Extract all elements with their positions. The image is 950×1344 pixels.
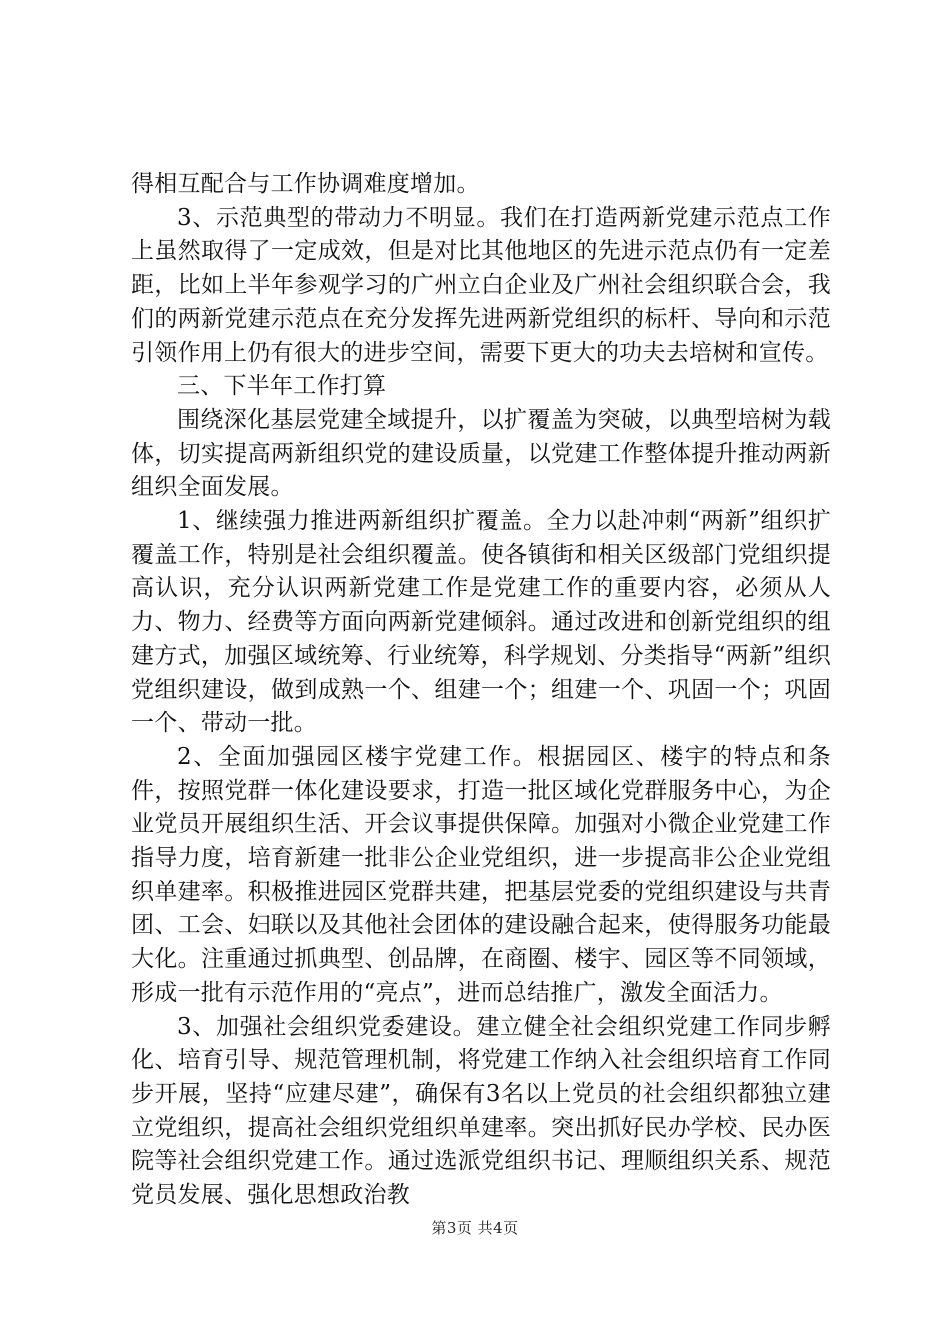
paragraph-issue-3: 3、示范典型的带动力不明显。我们在打造两新党建示范点工作上虽然取得了一定成效，但是对比其他地区的先进示范点仍有一定差距，比如上半年参观学习的广州立白企业及广州社会组织联合会，我们的两新党建示范点在充分发挥先进两新党组织的标杆、导向和示范引领作用上仍有很大的进步空间，需要下更大的功夫去培树和宣传。 (131, 204, 831, 366)
document-body (131, 168, 831, 1213)
paragraph-continuation: 得相互配合与工作协调难度增加。 (131, 171, 480, 197)
paragraph-plan-2: 2、全面加强园区楼宇党建工作。根据园区、楼宇的特点和条件，按照党群一体化建设要求，打造一批区域化党群服务中心，为企业党员开展组织生活、开会议事提供保障。加强对小微企业党建工作指导力度，培育新建一批非公企业党组织，进一步提高非公企业党组织单建率。积极推进园区党群共建，把基层党委的党组织建设与共青团、工会、妇联以及其他社会团体的建设融合起来，使得服务功能最大化。注重通过抓典型、创品牌，在商圈、楼宇、园区等不同领域，形成一批有示范作用的“亮点”，进而总结推广，激发全面活力。 (131, 743, 831, 1006)
page-footer: 第3页 共4页 (431, 1219, 519, 1237)
paragraph-plan-3: 3、加强社会组织党委建设。建立健全社会组织党建工作同步孵化、培育引导、规范管理机制，将党建工作纳入社会组织培育工作同步开展，坚持“应建尽建”，确保有3名以上党员的社会组织都独立建立党组织，提高社会组织党组织单建率。突出抓好民办学校、民办医院等社会组织党建工作。通过选派党组织书记、理顺组织关系、规范党员发展、强化思想政治教 (131, 1013, 831, 1209)
paragraph-plan-1: 1、继续强力推进两新组织扩覆盖。全力以赴冲刺“两新”组织扩覆盖工作，特别是社会组织覆盖。使各镇街和相关区级部门党组织提高认识，充分认识两新党建工作是党建工作的重要内容，必须从人力、物力、经费等方面向两新党建倾斜。通过改进和创新党组织的组建方式，加强区域统筹、行业统筹，科学规划、分类指导“两新”组织党组织建设，做到成熟一个、组建一个；组建一个、巩固一个；巩固一个、带动一批。 (131, 508, 831, 737)
paragraph-plan-intro: 围绕深化基层党建全域提升，以扩覆盖为突破，以典型培树为载体，切实提高两新组织党的建设质量，以党建工作整体提升推动两新组织全面发展。 (131, 406, 831, 501)
section-heading-plan: 三、下半年工作打算 (177, 373, 387, 400)
